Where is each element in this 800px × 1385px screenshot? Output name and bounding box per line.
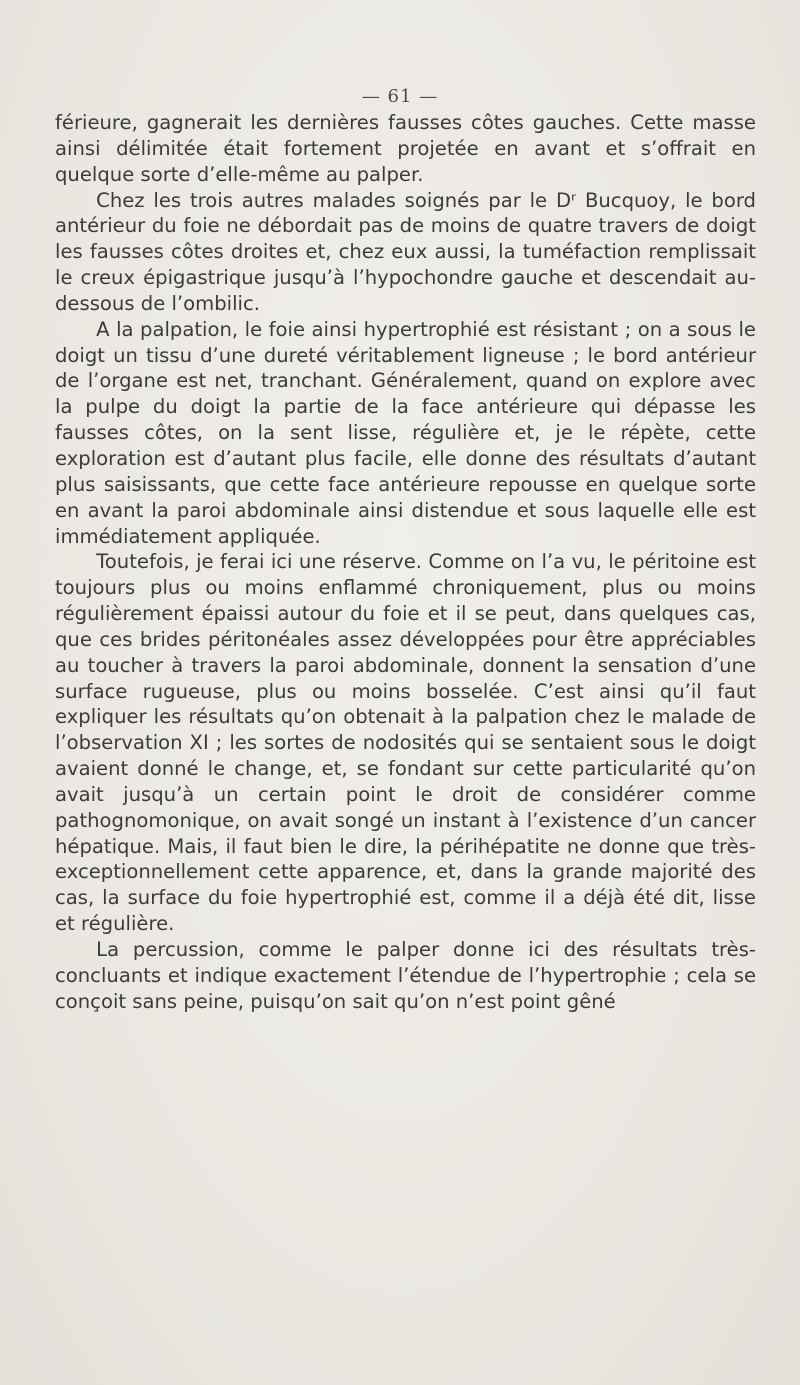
- paragraph-3: A la palpation, le foie ainsi hypertrophié est résistant ; on a sous le doigt un tissu d’une dureté véritablement ligneuse ; le bord antérieur de l’organe est net, tranchant. Généralement, quand on explore avec la pulpe du doigt la partie de la face antérieure qui dépasse les fausses côtes, on la sent lisse, régulière et, je le répète, cette exploration est d’autant plus facile, elle donne des résultats d’autant plus saisissants, que cette face antérieure repousse en quelque sorte en avant la paroi abdominale ainsi distendue et sous laquelle elle est immédiatement appliquée.: [55, 317, 756, 548]
- paragraph-2: Chez les trois autres malades soignés par le Dʳ Bucquoy, le bord antérieur du foie ne débordait pas de moins de quatre travers de doigt les fausses côtes droites et, chez eux aussi, la tuméfaction remplissait le creux épigastrique jusqu’à l’hypochondre gauche et descendait au-dessous de l’ombilic.: [55, 188, 756, 315]
- paragraph-4: Toutefois, je ferai ici une réserve. Comme on l’a vu, le péritoine est toujours plus ou moins enflammé chroniquement, plus ou moins régulièrement épaissi autour du foie et il se peut, dans quelques cas, que ces brides péritonéales assez développées pour être appréciables au toucher à travers la paroi abdominale, donnent la sensation d’une surface rugueuse, plus ou moins bosselée. C’est ainsi qu’il faut expliquer les résultats qu’on obtenait à la palpation chez le malade de l’observation XI ; les sortes de nodosités qui se sentaient sous le doigt avaient donné le change, et, se fondant sur cette particularité qu’on avait jusqu’à un certain point le droit de considérer comme pathognomonique, on avait songé un instant à l’existence d’un cancer hépatique. Mais, il faut bien le dire, la périhépatite ne donne que très-exceptionnellement cette apparence, et, dans la grande majorité des cas, la surface du foie hypertrophié est, comme il a déjà été dit, lisse et régulière.: [55, 550, 756, 936]
- page-number: — 61 —: [361, 86, 439, 107]
- body-text: [55, 110, 756, 1015]
- paragraph-1: férieure, gagnerait les dernières fausses côtes gauches. Cette masse ainsi délimitée était fortement projetée en avant et s’offrait en quelque sorte d’elle-même au palper.: [55, 111, 756, 186]
- paragraph-5: La percussion, comme le palper donne ici des résultats très-concluants et indique exactement l’étendue de l’hypertrophie ; cela se conçoit sans peine, puisqu’on sait qu’on n’est point gêné: [55, 938, 756, 1013]
